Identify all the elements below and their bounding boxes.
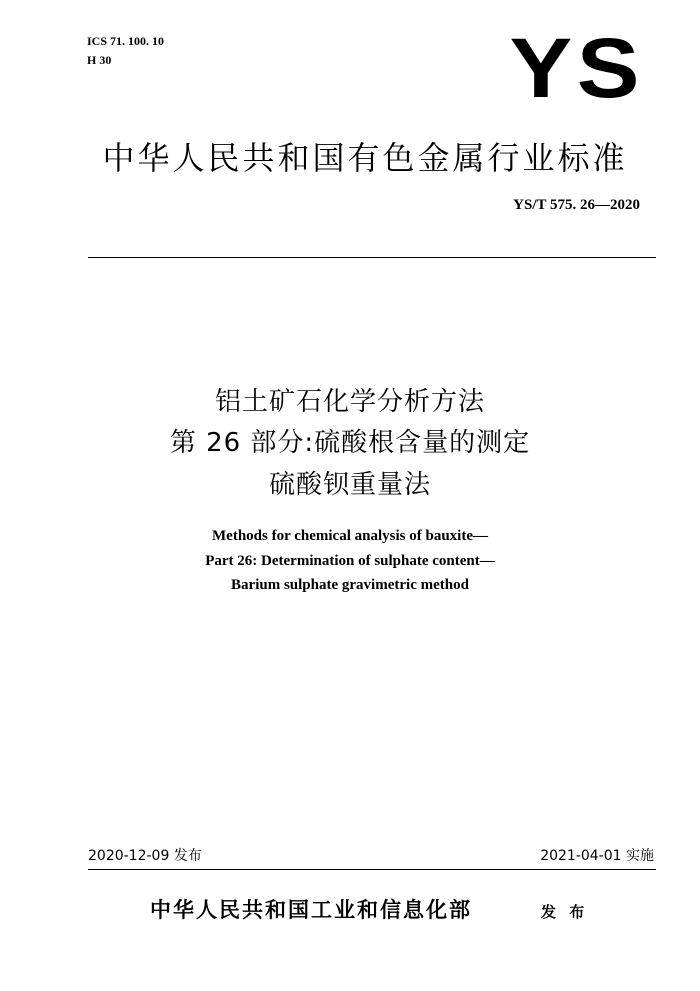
bottom-divider <box>88 869 656 870</box>
top-divider <box>88 257 656 258</box>
ys-logo: YS <box>509 21 644 115</box>
publish-date: 2020-12-09 发布 <box>88 848 202 864</box>
issue-label: 发 布 <box>541 903 589 921</box>
chinese-title-line-3: 硫酸钡重量法 <box>268 470 431 500</box>
english-title-line-3: Barium sulphate gravimetric method <box>231 577 469 593</box>
standard-body-title: 中华人民共和国有色金属行业标准 <box>102 139 628 177</box>
ccs-code: H 30 <box>87 53 112 67</box>
standard-number: YS/T 575. 26—2020 <box>513 197 640 213</box>
chinese-title-line-2: 第 26 部分:硫酸根含量的测定 <box>169 428 531 458</box>
issuing-authority: 中华人民共和国工业和信息化部 <box>150 897 472 922</box>
implementation-date: 2021-04-01 实施 <box>540 848 654 864</box>
english-title-line-2: Part 26: Determination of sulphate content— <box>205 553 495 569</box>
english-title-line-1: Methods for chemical analysis of bauxite— <box>212 528 488 544</box>
chinese-title-line-1: 铝土矿石化学分析方法 <box>214 387 485 417</box>
ics-code: ICS 71. 100. 10 <box>87 34 165 48</box>
